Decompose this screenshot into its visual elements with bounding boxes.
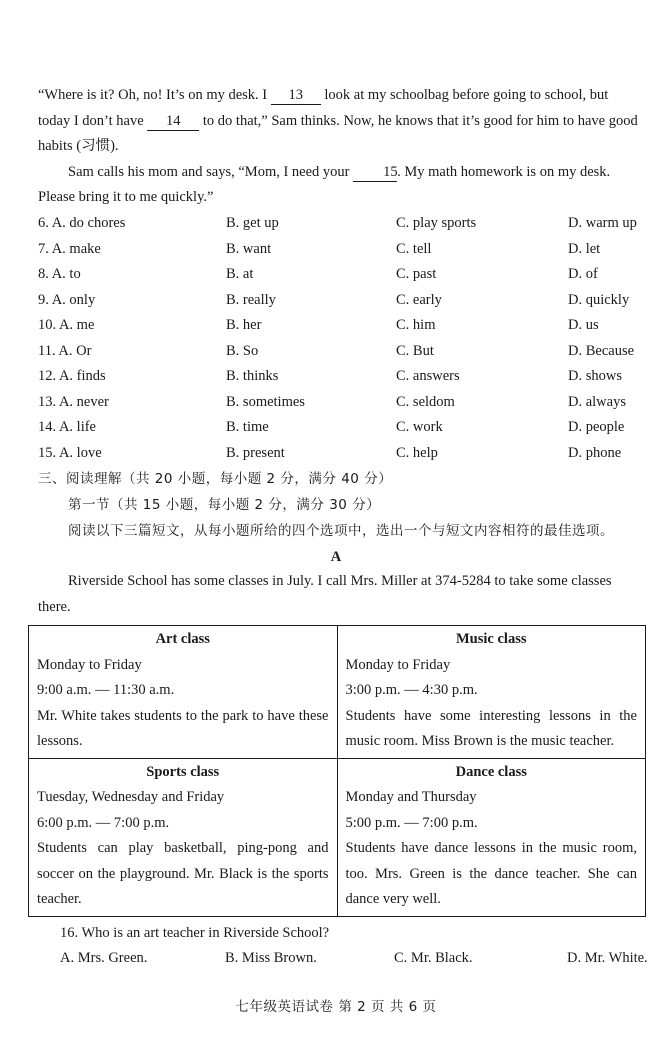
cloze-passage xyxy=(38,83,638,211)
option-row-13: 13. A. never B. sometimes C. seldom D. always xyxy=(38,393,626,410)
option-row-8: 8. A. to B. at C. past D. of xyxy=(38,266,598,282)
blank-14: 14 xyxy=(147,112,199,131)
option-row-9: 9. A. only B. really C. early D. quickly xyxy=(38,291,630,308)
option-row-12: 12. A. finds B. thinks C. answers D. shows xyxy=(38,368,622,384)
blank-15: 15 xyxy=(353,163,397,182)
table-row xyxy=(29,626,646,759)
section-heading: 三、阅读理解（共 20 小题，每小题 2 分，满分 40 分） xyxy=(38,471,393,487)
cloze-paragraph-1: “Where is it? Oh, no! It’s on my desk. I 13 look at my schoolbag before going to school, but today I don’t have 14 to do that,” Sam thinks. Now, he knows that it’s good for him to have good habits (习惯). xyxy=(38,87,638,154)
option-row-7: 7. A. make B. want C. tell D. let xyxy=(38,240,601,257)
choice-c: C. Mr. Black. xyxy=(394,950,473,966)
music-class-cell: Music class Monday to Friday 3:00 p.m. — 4:30 p.m. Students have some interesting lessons in the music room. Miss Brown is the music teacher. xyxy=(337,626,646,759)
subsection-heading: 第一节（共 15 小题，每小题 2 分，满分 30 分） xyxy=(68,497,381,513)
option-row-10: 10. A. me B. her C. him D. us xyxy=(38,317,599,333)
cloze-options xyxy=(38,211,648,466)
option-row-11: 11. A. Or B. So C. But D. Because xyxy=(38,342,635,359)
choice-b: B. Miss Brown. xyxy=(225,950,317,966)
question-16: 16. Who is an art teacher in Riverside School? xyxy=(60,925,330,941)
passage-label: A xyxy=(330,549,342,565)
page-footer: 七年级英语试卷 第 2 页 共 6 页 xyxy=(235,999,437,1015)
choice-d: D. Mr. White. xyxy=(567,950,648,966)
option-row-15: 15. A. love B. present C. help D. phone xyxy=(38,444,622,461)
blank-13: 13 xyxy=(271,86,321,105)
option-row-6: 6. A. do chores B. get up C. play sports D. warm up xyxy=(38,215,637,231)
art-class-cell: Art class Monday to Friday 9:00 a.m. — 11:30 a.m. Mr. White takes students to the park to have these lessons. xyxy=(29,626,338,759)
sports-class-cell: Sports class Tuesday, Wednesday and Friday 6:00 p.m. — 7:00 p.m. Students can play basketball, ping-pong and soccer on the playground. Mr. Black is the sports teacher. xyxy=(29,758,338,916)
option-row-14: 14. A. life B. time C. work D. people xyxy=(38,419,625,435)
dance-class-cell: Dance class Monday and Thursday 5:00 p.m. — 7:00 p.m. Students have dance lessons in the music room, too. Mrs. Green is the dance teacher. She can dance very well. xyxy=(337,758,646,916)
table-row xyxy=(29,758,646,916)
class-schedule-table xyxy=(28,625,646,917)
cloze-paragraph-2: Sam calls his mom and says, “Mom, I need your 15. My math homework is on my desk. Please bring it to me quickly.” xyxy=(38,163,611,205)
choice-a: A. Mrs. Green. xyxy=(60,950,148,966)
passage-intro: Riverside School has some classes in July. I call Mrs. Miller at 374-5284 to take some classes there. xyxy=(38,573,612,615)
instruction-text: 阅读以下三篇短文，从每小题所给的四个选项中，选出一个与短文内容相符的最佳选项。 xyxy=(68,523,614,539)
question-16-choices xyxy=(60,946,660,972)
